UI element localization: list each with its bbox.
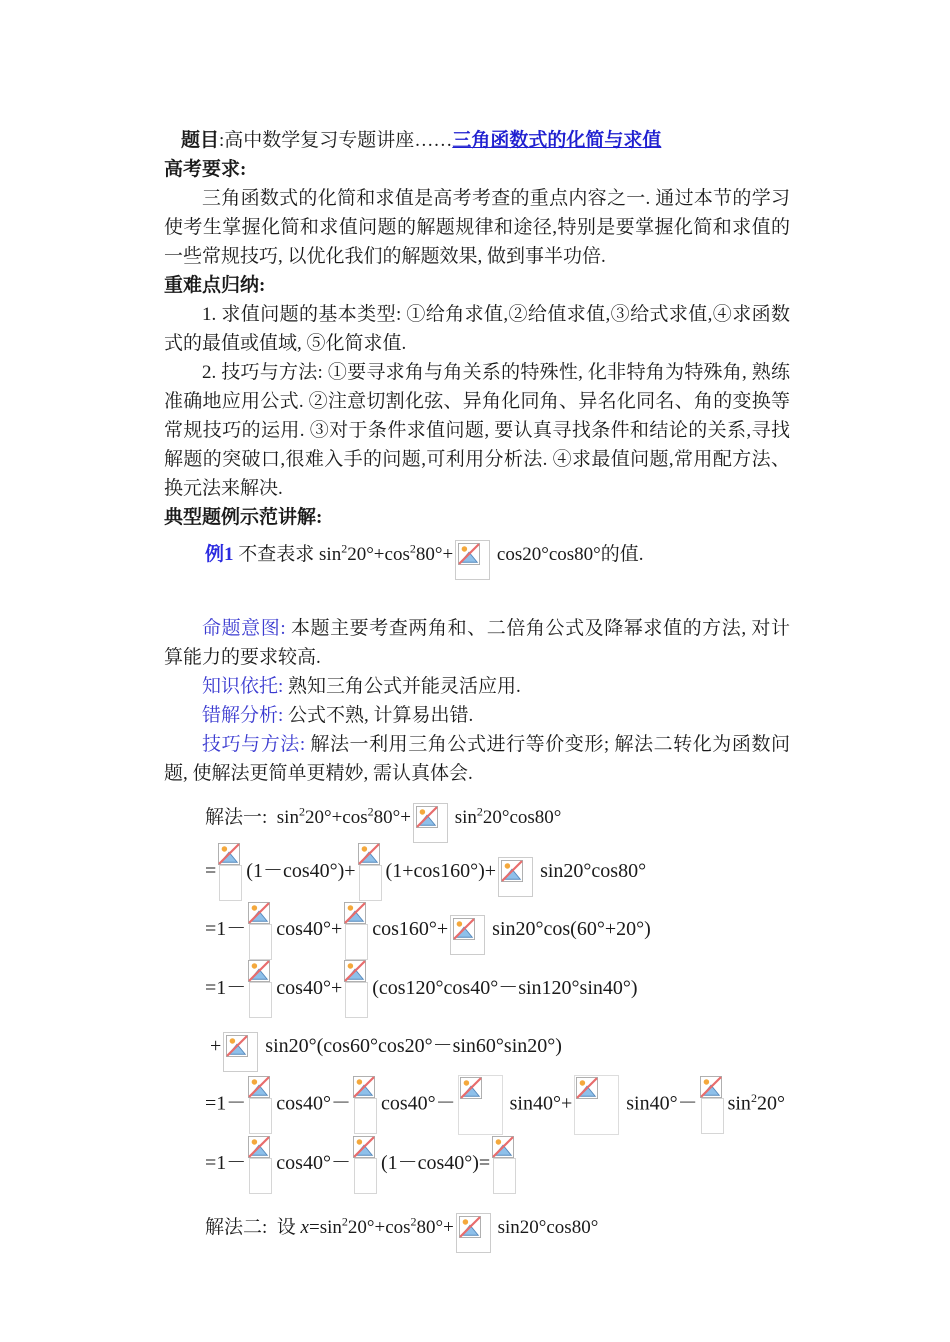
note-intent-text: 本题主要考查两角和、二倍角公式及降幂求值的方法, 对计算能力的要求较高. <box>164 618 790 668</box>
broken-image-icon <box>574 1075 619 1135</box>
solution1-formula: $\sin^220^\circ+\cos^280^\circ+$ $\sin^220^\circ\cos 80^\circ$ <box>267 807 561 828</box>
note-techniques-label: 技巧与方法: <box>202 734 306 755</box>
broken-image-icon <box>455 540 490 580</box>
formula-line-4: + sin20°(cos60°cos20°－sin60°sin20°) <box>205 1018 790 1075</box>
broken-image-icon <box>248 902 274 960</box>
heading-typical-examples: 典型题例示范讲解: <box>164 507 323 528</box>
broken-image-icon <box>248 1076 274 1134</box>
broken-image-icon <box>353 1076 379 1134</box>
example1-formula: 不查表求 $\sin^220^\circ+\cos^280^\circ+$ cos20°cos80°的值. <box>234 544 644 565</box>
title-colon: : <box>219 130 225 151</box>
broken-image-icon <box>248 960 274 1018</box>
heading-exam-requirements: 高考要求: <box>164 159 247 180</box>
solution2-formula: 设 $x=\sin^220^\circ+\cos^280^\circ+$ sin20°cos80° <box>267 1217 598 1238</box>
title-label: 题目 <box>181 130 220 151</box>
note-knowledge-label: 知识依托: <box>202 676 284 697</box>
title-link[interactable]: 三角函数式的化简与求值 <box>452 130 662 151</box>
heading-key-points: 重难点归纳: <box>164 275 266 296</box>
broken-image-icon <box>344 960 370 1018</box>
broken-image-icon <box>353 1136 379 1194</box>
formula-line-6: =1－ cos40°－ (1－cos40°)= <box>205 1135 790 1193</box>
paragraph-intro: 三角函数式的化简和求值是高考考查的重点内容之一. 通过本节的学习使考生掌握化简和求值问题的解题规律和途径,特别是要掌握化简和求值的一些常规技巧, 以优化我们的解题效果, 做到事半功倍. <box>164 188 790 267</box>
solution1-label: 解法一: <box>205 807 268 828</box>
note-knowledge <box>164 672 790 701</box>
broken-image-icon <box>413 803 448 843</box>
formula-line-1: = (1－cos40°)+ (1+cos160°)+ sin20°cos80° <box>205 843 790 901</box>
note-error-analysis-label: 错解分析: <box>202 705 284 726</box>
note-techniques <box>164 730 790 788</box>
broken-image-icon <box>498 857 533 897</box>
formula-line-3: =1－ cos40°+ (cos120°cos40°－sin120°sin40°) <box>205 960 790 1018</box>
solution1-line <box>205 794 790 843</box>
formula-line-2: =1－ cos40°+ cos160°+ sin20°cos(60°+20°) <box>205 901 790 959</box>
broken-image-icon <box>223 1032 258 1072</box>
paragraph-item2: 2. 技巧与方法: ①要寻求角与角关系的特殊性, 化非特角为特殊角, 熟练准确地应用公式. ②注意切割化弦、异角化同角、异名化同名、角的变换等常规技巧的运用. ③对于条件求值问题, 要认真寻找条件和结论的关系,寻找解题的突破口,很难入手的问题,可利用分析法. ④求最值问题,常用配方法、换元法来解决. <box>164 362 790 499</box>
note-intent <box>164 614 790 672</box>
broken-image-icon <box>358 843 384 901</box>
broken-image-icon <box>248 1136 274 1194</box>
note-error-analysis-text: 公式不熟, 计算易出错. <box>283 705 474 726</box>
document-title <box>164 126 790 155</box>
broken-image-icon <box>458 1075 503 1135</box>
note-intent-label: 命题意图: <box>202 618 286 639</box>
note-error-analysis <box>164 701 790 730</box>
broken-image-icon <box>700 1076 726 1134</box>
formula-line-5: =1－ cos40°－ cos40°－ sin40°+ sin40°－ $\sin^220^\circ$ <box>205 1075 790 1135</box>
solution2-line <box>205 1206 790 1253</box>
broken-image-icon <box>450 915 485 955</box>
broken-image-icon <box>344 902 370 960</box>
example1-line <box>205 540 790 580</box>
note-knowledge-text: 熟知三角公式并能灵活应用. <box>283 676 521 697</box>
title-text: 高中数学复习专题讲座 <box>224 130 415 151</box>
title-dots: …… <box>414 130 453 151</box>
solution2-label: 解法二: <box>205 1216 268 1238</box>
note-techniques-text: 解法一利用三角公式进行等价变形; 解法二转化为函数问题, 使解法更简单更精妙, 需认真体会. <box>164 734 791 784</box>
broken-image-icon <box>492 1136 518 1194</box>
broken-image-icon <box>456 1213 491 1253</box>
paragraph-item1: 1. 求值问题的基本类型: ①给角求值,②给值求值,③给式求值,④求函数式的最值或值域, ⑤化简求值. <box>164 304 790 354</box>
broken-image-icon <box>218 843 244 901</box>
example1-label: 例1 <box>205 544 234 565</box>
